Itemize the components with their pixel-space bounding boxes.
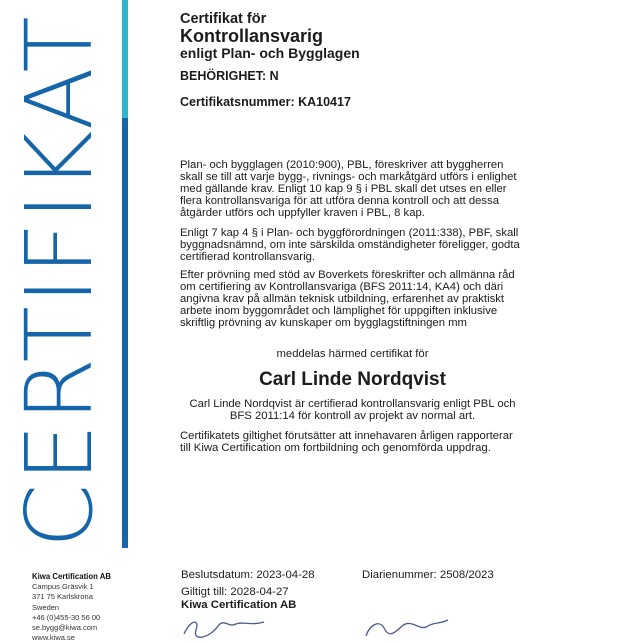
paragraph-pbl: Plan- och bygglagen (2010:900), PBL, föreskriver att byggherren skall se till att varje bygg-, rivnings- och markåtgärd utförs i enlighet med gällande krav. Enligt 10 kap 9 § i PBL skall det utses en eller flera kontrollansvariga för att utföra denna kontroll och att dessa åtgärder utförs och uppfyller kraven i PBL, 8 kap. (180, 159, 517, 219)
organization-web: www.kiwa.se (32, 633, 75, 643)
organization-name: Kiwa Certification AB (32, 572, 111, 581)
certificate-number: Certifikatsnummer: KA10417 (180, 95, 351, 109)
issued-text: meddelas härmed certifikat för (276, 348, 429, 360)
decision-date: Beslutsdatum: 2023-04-28 (181, 569, 315, 581)
diary-number: Diarienummer: 2508/2023 (362, 569, 494, 581)
validity-text: Certifikatets giltighet förutsätter att innehavaren årligen rapporterar till Kiwa Certification om fortbildning och genomförda uppdrag. (180, 430, 513, 454)
signature-left (180, 614, 270, 640)
accent-bar-highlight (122, 0, 128, 118)
title-line-3: enligt Plan- och Bygglagen (180, 45, 360, 61)
organization-email: se.bygg@kiwa.com (32, 623, 98, 633)
valid-until: Giltigt till: 2028-04-27 (181, 586, 289, 598)
paragraph-pbf: Enligt 7 kap 4 § i Plan- och byggförordningen (2011:338), PBF, skall byggnadsnämnd, om inte särskilda omständigheter föreligger, godta certifierad kontrollansvarig. (180, 227, 520, 263)
organization-phone: +46 (0)455-30 56 00 (32, 612, 101, 622)
title-line-1: Certifikat för (180, 11, 267, 27)
certificate-header (180, 11, 525, 61)
title-line-2: Kontrollansvarig (180, 26, 324, 46)
holder-name: Carl Linde Nordqvist (259, 369, 446, 390)
issuer-name: Kiwa Certification AB (181, 599, 297, 611)
organization-block (32, 572, 111, 643)
organization-country: Sweden (32, 602, 60, 612)
organization-address-1: Campus Gräsvik 1 (32, 582, 94, 592)
signature-right (362, 614, 452, 640)
behorighet-label: BEHÖRIGHET: N (180, 69, 279, 83)
holder-statement: Carl Linde Nordqvist är certifierad kontrollansvarig enligt PBL och BFS 2011:14 för kontroll av projekt av normal art. (189, 398, 516, 422)
organization-address-2: 371 75 Karlskrona (32, 592, 93, 602)
vertical-title: CERTIFIKAT (6, 14, 113, 548)
paragraph-provning: Efter prövning med stöd av Boverkets föreskrifter och allmänna råd om certifiering av Kontrollansvariga (BFS 2011:14, KA4) och däri angivna krav på allmän teknisk utbildning, erfarenhet av praktiskt arbete inom byggområdet och lämplighet för uppgiften inklusive skriftlig prövning av kunskaper om bygglagstiftningen mm (180, 269, 515, 329)
